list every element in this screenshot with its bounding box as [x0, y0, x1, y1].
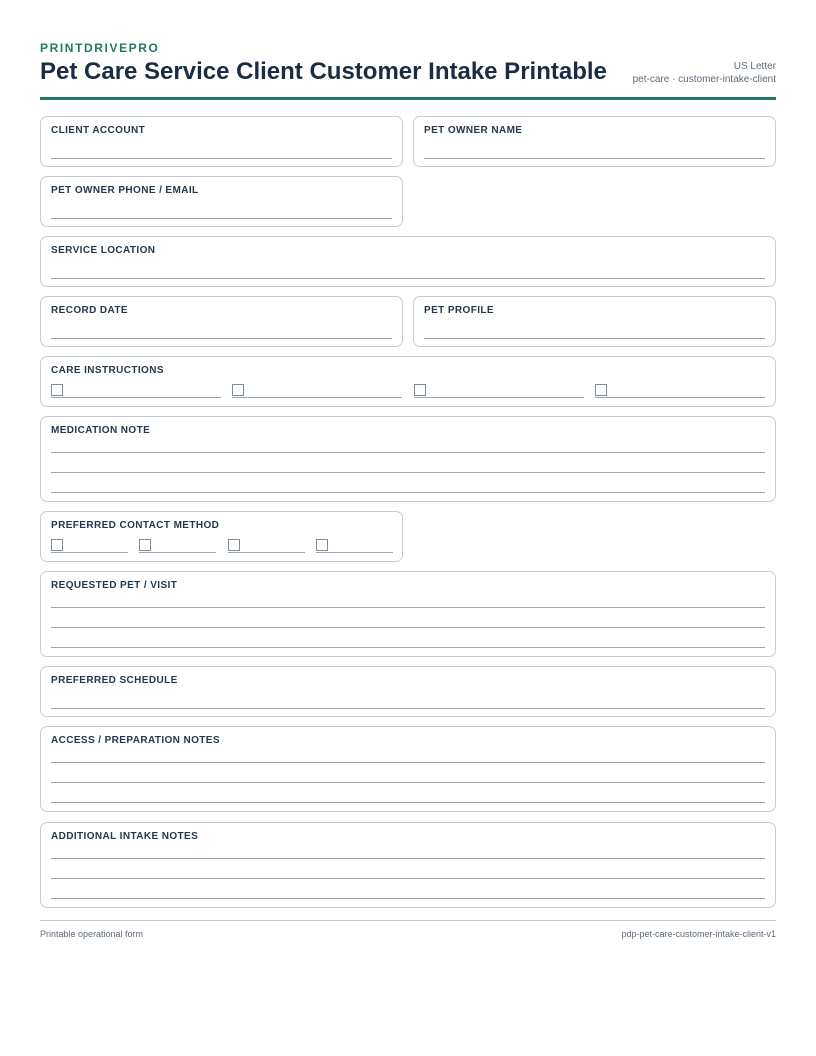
preferred-schedule-label: PREFERRED SCHEDULE — [51, 675, 178, 686]
pet-profile-field — [413, 296, 776, 347]
medication-note-line-2[interactable] — [51, 472, 765, 473]
checkbox[interactable] — [139, 539, 151, 551]
pet-profile-label: PET PROFILE — [424, 305, 494, 316]
requested-pet-visit-line-2[interactable] — [51, 627, 765, 628]
client-account-label: CLIENT ACCOUNT — [51, 125, 146, 136]
care-instructions-label: CARE INSTRUCTIONS — [51, 365, 164, 376]
contact-option-3[interactable] — [228, 539, 305, 553]
pet-owner-contact-write-line[interactable] — [51, 218, 392, 219]
pet-owner-name-field — [413, 116, 776, 167]
client-account-field — [40, 116, 403, 167]
contact-option-2[interactable] — [139, 539, 216, 553]
preferred-contact-method-field — [40, 511, 403, 562]
access-preparation-notes-field — [40, 726, 776, 812]
checkbox[interactable] — [414, 384, 426, 396]
access-preparation-notes-line-2[interactable] — [51, 782, 765, 783]
care-option-4[interactable] — [595, 384, 765, 398]
requested-pet-visit-field — [40, 571, 776, 657]
paper-size: US Letter — [733, 61, 776, 72]
additional-intake-notes-line-2[interactable] — [51, 878, 765, 879]
footer-form-id: pdp-pet-care-customer-intake-client-v1 — [621, 929, 776, 939]
checkbox[interactable] — [316, 539, 328, 551]
contact-option-1[interactable] — [51, 539, 128, 553]
preferred-schedule-field — [40, 666, 776, 717]
document-meta — [633, 60, 776, 86]
preferred-schedule-write-line[interactable] — [51, 708, 765, 709]
access-preparation-notes-label: ACCESS / PREPARATION NOTES — [51, 735, 220, 746]
footer-rule — [40, 920, 776, 921]
page-title: Pet Care Service Client Customer Intake Printable — [40, 58, 607, 85]
medication-note-label: MEDICATION NOTE — [51, 425, 151, 436]
brand-name: PRINTDRIVEPRO — [40, 41, 160, 55]
service-location-write-line[interactable] — [51, 278, 765, 279]
service-location-field — [40, 236, 776, 287]
record-date-field — [40, 296, 403, 347]
checkbox[interactable] — [595, 384, 607, 396]
requested-pet-visit-line-3[interactable] — [51, 647, 765, 648]
requested-pet-visit-line-1[interactable] — [51, 607, 765, 608]
care-option-1[interactable] — [51, 384, 221, 398]
record-date-write-line[interactable] — [51, 338, 392, 339]
additional-intake-notes-line-1[interactable] — [51, 858, 765, 859]
checkbox[interactable] — [51, 539, 63, 551]
checkbox[interactable] — [232, 384, 244, 396]
care-instructions-field — [40, 356, 776, 407]
additional-intake-notes-field — [40, 822, 776, 908]
care-option-3[interactable] — [414, 384, 584, 398]
medication-note-line-1[interactable] — [51, 452, 765, 453]
requested-pet-visit-label: REQUESTED PET / VISIT — [51, 580, 178, 591]
care-option-2[interactable] — [232, 384, 402, 398]
header-rule — [40, 97, 776, 100]
pet-owner-contact-field — [40, 176, 403, 227]
additional-intake-notes-label: ADDITIONAL INTAKE NOTES — [51, 831, 199, 842]
footer-caption: Printable operational form — [40, 929, 144, 939]
pet-owner-contact-label: PET OWNER PHONE / EMAIL — [51, 185, 199, 196]
document-tags: pet-care · customer-intake-client — [632, 74, 776, 85]
checkbox[interactable] — [228, 539, 240, 551]
client-account-write-line[interactable] — [51, 158, 392, 159]
medication-note-field — [40, 416, 776, 502]
pet-profile-write-line[interactable] — [424, 338, 765, 339]
checkbox[interactable] — [51, 384, 63, 396]
contact-option-4[interactable] — [316, 539, 393, 553]
preferred-contact-method-label: PREFERRED CONTACT METHOD — [51, 520, 220, 531]
record-date-label: RECORD DATE — [51, 305, 128, 316]
pet-owner-name-label: PET OWNER NAME — [424, 125, 523, 136]
pet-owner-name-write-line[interactable] — [424, 158, 765, 159]
additional-intake-notes-line-3[interactable] — [51, 898, 765, 899]
access-preparation-notes-line-1[interactable] — [51, 762, 765, 763]
access-preparation-notes-line-3[interactable] — [51, 802, 765, 803]
service-location-label: SERVICE LOCATION — [51, 245, 156, 256]
medication-note-line-3[interactable] — [51, 492, 765, 493]
